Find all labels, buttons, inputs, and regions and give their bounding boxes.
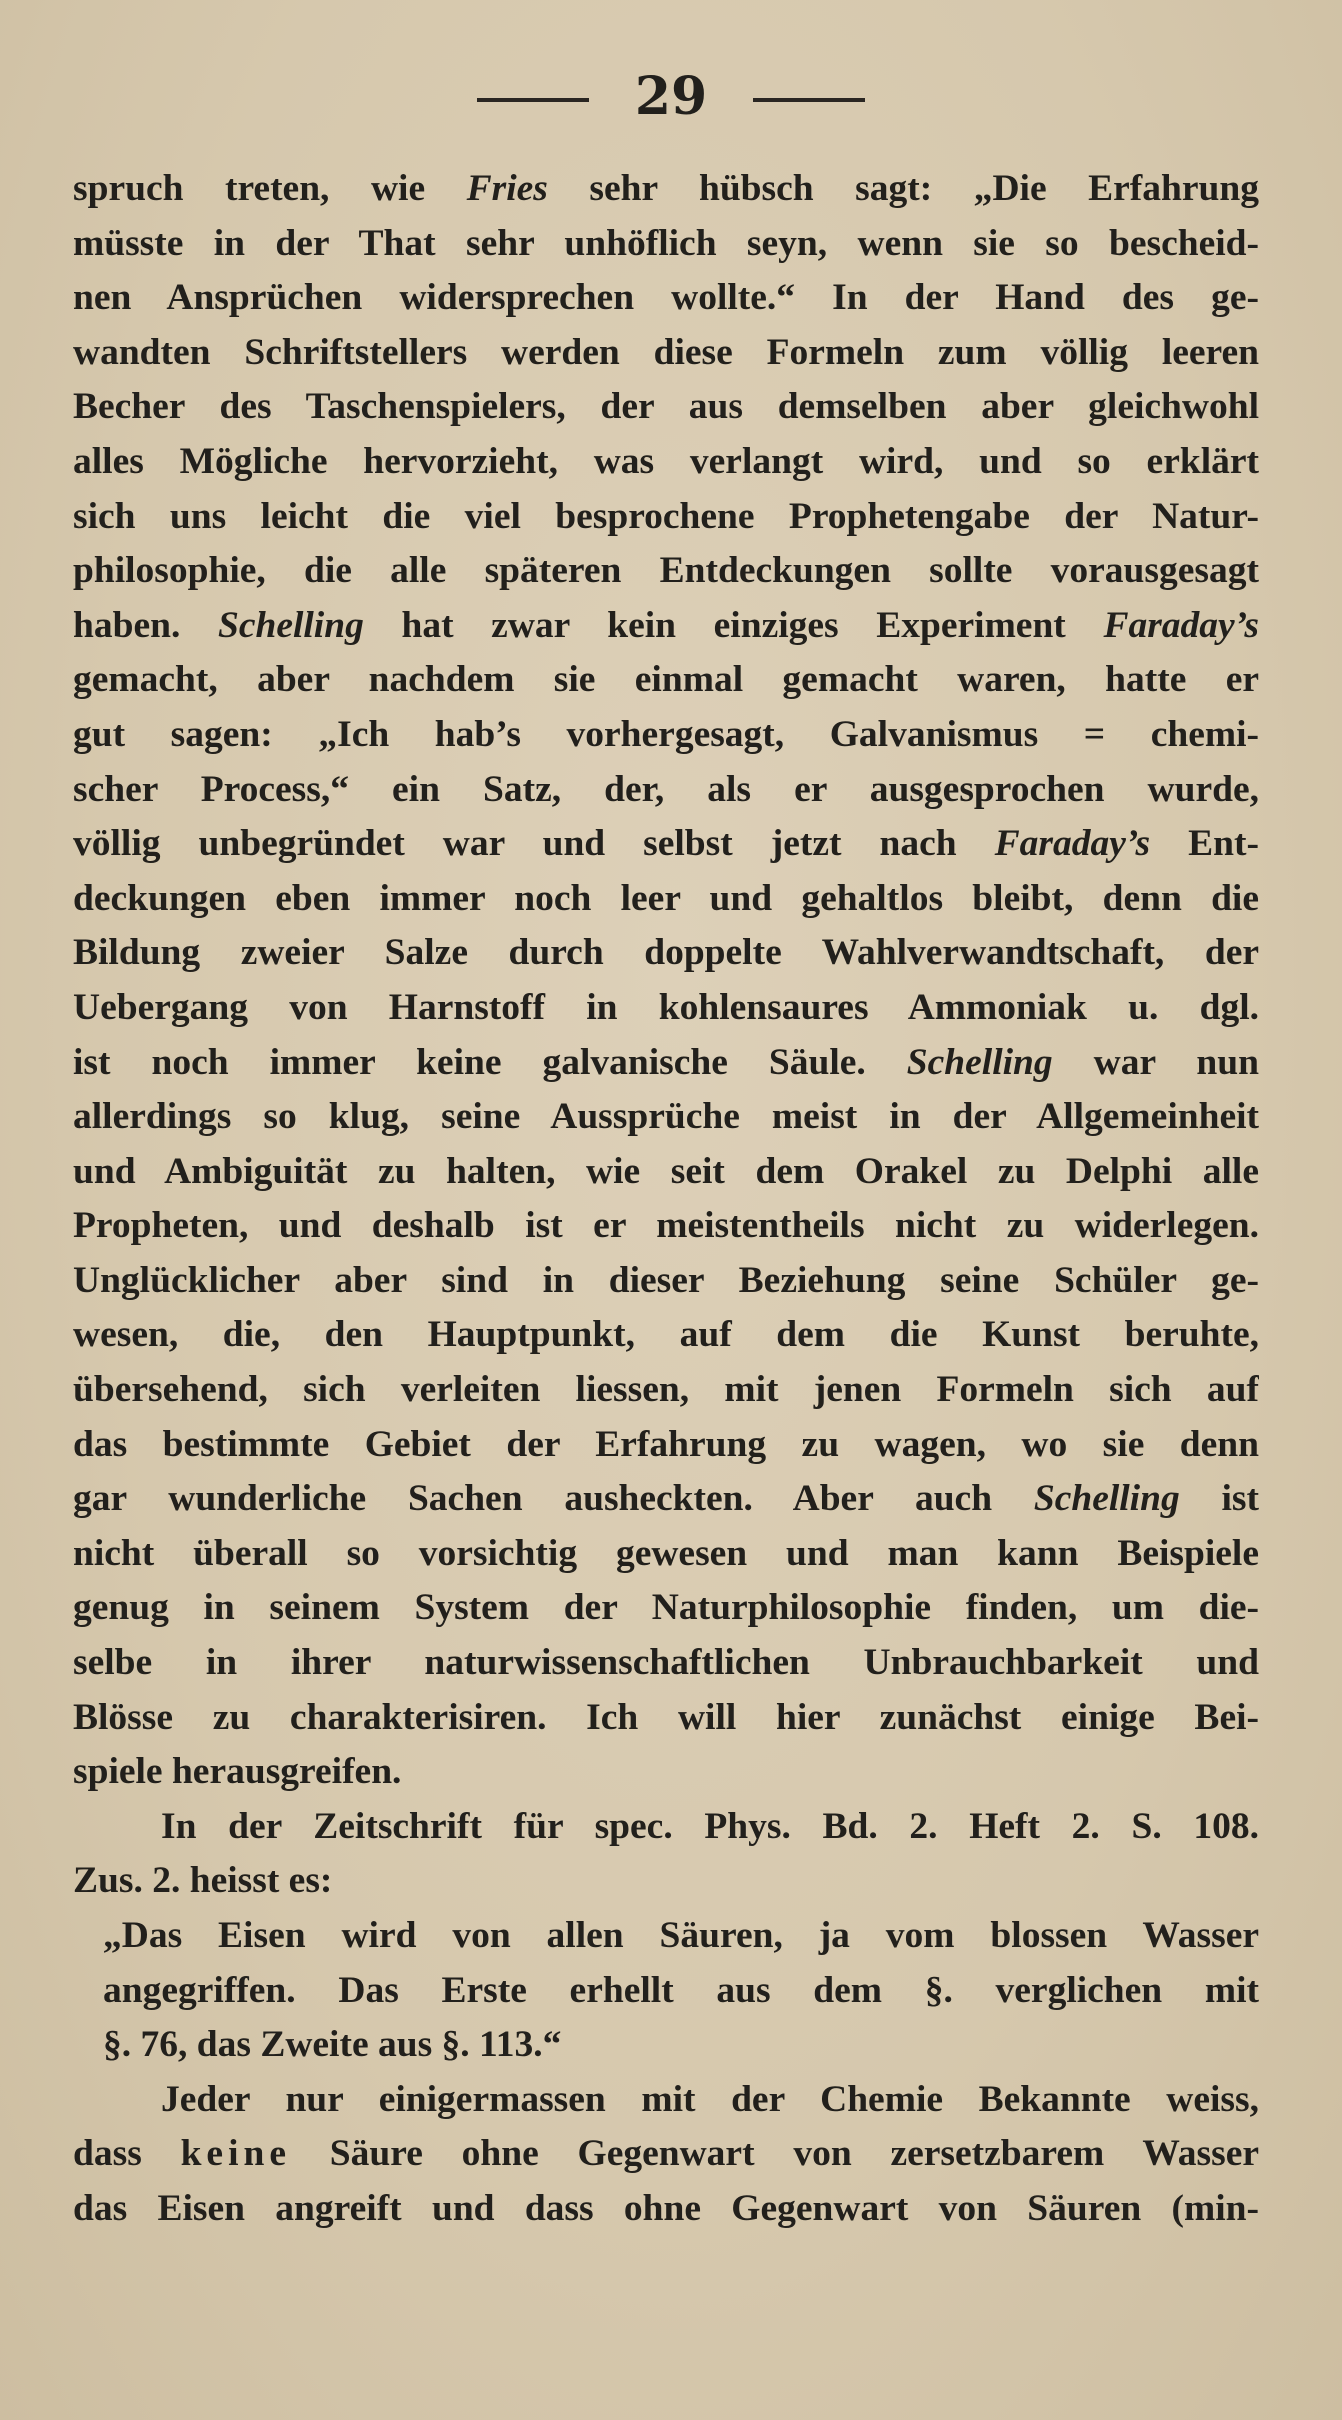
body-text <box>73 162 1259 2237</box>
text-line <box>73 435 1259 490</box>
text-line <box>73 817 1259 872</box>
header-rule-left <box>477 98 589 102</box>
text-line <box>73 1964 1259 2019</box>
page-header <box>0 62 1342 132</box>
text-line <box>73 1254 1259 1309</box>
italic-name: Faraday’s <box>994 823 1151 865</box>
text-run: nicht überall so vorsichtig gewesen und man kann Beispiele <box>73 1532 1259 1574</box>
text-line <box>73 1090 1259 1145</box>
text-line <box>73 326 1259 381</box>
text-run: Propheten, und deshalb ist er meistentheils nicht zu widerlegen. <box>73 1205 1259 1247</box>
text-line <box>73 926 1259 981</box>
text-run: Blösse zu charakterisiren. Ich will hier zunächst einige Bei- <box>73 1696 1259 1738</box>
text-run: müsste in der That sehr unhöflich seyn, wenn sie so bescheid- <box>73 222 1259 264</box>
text-run: selbe in ihrer naturwissenschaftlichen Unbrauchbarkeit und <box>73 1642 1259 1684</box>
text-line <box>73 2182 1259 2237</box>
text-line <box>73 763 1259 818</box>
italic-name: Faraday’s <box>1103 604 1259 646</box>
text-run: deckungen eben immer noch leer und gehaltlos bleibt, denn die <box>73 877 1259 919</box>
text-run: In der Zeitschrift für spec. Phys. Bd. 2. Heft 2. S. 108. <box>161 1805 1259 1847</box>
text-run: spruch treten, wie <box>73 168 467 209</box>
text-run: Säure ohne Gegenwart von zersetzbarem Wasser <box>291 2133 1259 2175</box>
text-line <box>73 1036 1259 1091</box>
text-line <box>73 1909 1259 1964</box>
text-run: wesen, die, den Hauptpunkt, auf dem die Kunst beruhte, <box>73 1314 1259 1356</box>
text-line <box>73 2073 1259 2128</box>
emphasis-text: keine <box>180 2133 291 2175</box>
text-line <box>73 1418 1259 1473</box>
text-run: Jeder nur einigermassen mit der Chemie Bekannte weiss, <box>161 2078 1259 2120</box>
text-line <box>73 162 1259 217</box>
text-run: war nun <box>1052 1041 1259 1083</box>
text-run: gut sagen: „Ich hab’s vorhergesagt, Galvanismus = chemi- <box>73 713 1259 755</box>
text-line <box>73 2018 1259 2073</box>
text-line <box>73 1363 1259 1418</box>
italic-name: Schelling <box>906 1041 1053 1083</box>
italic-name: Schelling <box>217 604 364 646</box>
page-number: 29 <box>634 66 708 127</box>
text-run: Bildung zweier Salze durch doppelte Wahlverwandtschaft, der <box>73 932 1259 974</box>
text-run: übersehend, sich verleiten liessen, mit jenen Formeln sich auf <box>73 1369 1259 1411</box>
text-line <box>73 1745 1259 1800</box>
text-line <box>73 1854 1259 1909</box>
text-run: Becher des Taschenspielers, der aus demselben aber gleichwohl <box>73 386 1259 428</box>
text-line <box>73 544 1259 599</box>
text-line <box>73 2127 1259 2182</box>
text-line <box>73 490 1259 545</box>
text-line <box>73 380 1259 435</box>
text-run: das bestimmte Gebiet der Erfahrung zu wagen, wo sie denn <box>73 1423 1259 1465</box>
text-run: spiele herausgreifen. <box>73 1751 402 1793</box>
text-line <box>73 981 1259 1036</box>
text-run: angegriffen. Das Erste erhellt aus dem §. verglichen mit <box>103 1969 1259 2011</box>
text-run: Uebergang von Harnstoff in kohlensaures Ammoniak u. dgl. <box>73 986 1259 1028</box>
text-line <box>73 1472 1259 1527</box>
text-run: alles Mögliche hervorzieht, was verlangt wird, und so erklärt <box>73 440 1259 482</box>
italic-name: Fries <box>466 168 548 209</box>
text-run: ist <box>1179 1478 1259 1520</box>
header-rule-right <box>753 98 865 102</box>
text-run: hat zwar kein einziges Experiment <box>363 604 1104 646</box>
text-line <box>73 1199 1259 1254</box>
text-line <box>73 217 1259 272</box>
text-run: philosophie, die alle späteren Entdeckungen sollte vorausgesagt <box>73 550 1259 592</box>
text-line <box>73 271 1259 326</box>
text-line <box>73 872 1259 927</box>
text-run: sehr hübsch sagt: „Die Erfahrung <box>547 168 1259 209</box>
text-run: gar wunderliche Sachen ausheckten. Aber auch <box>73 1478 1034 1520</box>
text-run: haben. <box>73 604 218 646</box>
text-line <box>73 1145 1259 1200</box>
text-run: nen Ansprüchen widersprechen wollte.“ In der Hand des ge- <box>73 277 1259 319</box>
text-run: §. 76, das Zweite aus §. 113.“ <box>103 2024 562 2066</box>
text-run: ist noch immer keine galvanische Säule. <box>73 1041 907 1083</box>
text-line <box>73 1691 1259 1746</box>
text-run: allerdings so klug, seine Aussprüche meist in der Allgemeinheit <box>73 1096 1259 1138</box>
text-run: völlig unbegründet war und selbst jetzt nach <box>73 823 995 865</box>
text-line <box>73 1800 1259 1855</box>
text-run: „Das Eisen wird von allen Säuren, ja vom blossen Wasser <box>103 1915 1259 1956</box>
text-run: Ent- <box>1150 823 1259 865</box>
text-run: scher Process,“ ein Satz, der, als er ausgesprochen wurde, <box>73 768 1259 810</box>
text-line <box>73 1527 1259 1582</box>
text-run: und Ambiguität zu halten, wie seit dem Orakel zu Delphi alle <box>73 1150 1259 1192</box>
text-line <box>73 1308 1259 1363</box>
text-run: gemacht, aber nachdem sie einmal gemacht waren, hatte er <box>73 659 1259 701</box>
text-run: genug in seinem System der Naturphilosophie finden, um die- <box>73 1587 1259 1629</box>
text-line <box>73 653 1259 708</box>
text-line <box>73 708 1259 763</box>
text-run: das Eisen angreift und dass ohne Gegenwart von Säuren (min- <box>73 2187 1259 2229</box>
text-run: Zus. 2. heisst es: <box>73 1860 333 1902</box>
text-line <box>73 1581 1259 1636</box>
text-line <box>73 1636 1259 1691</box>
text-run: sich uns leicht die viel besprochene Prophetengabe der Natur- <box>73 495 1259 537</box>
text-run: dass <box>73 2133 181 2175</box>
text-run: wandten Schriftstellers werden diese Formeln zum völlig leeren <box>73 331 1259 373</box>
text-run: Unglücklicher aber sind in dieser Beziehung seine Schüler ge- <box>73 1259 1259 1301</box>
text-line <box>73 599 1259 654</box>
italic-name: Schelling <box>1033 1478 1180 1520</box>
